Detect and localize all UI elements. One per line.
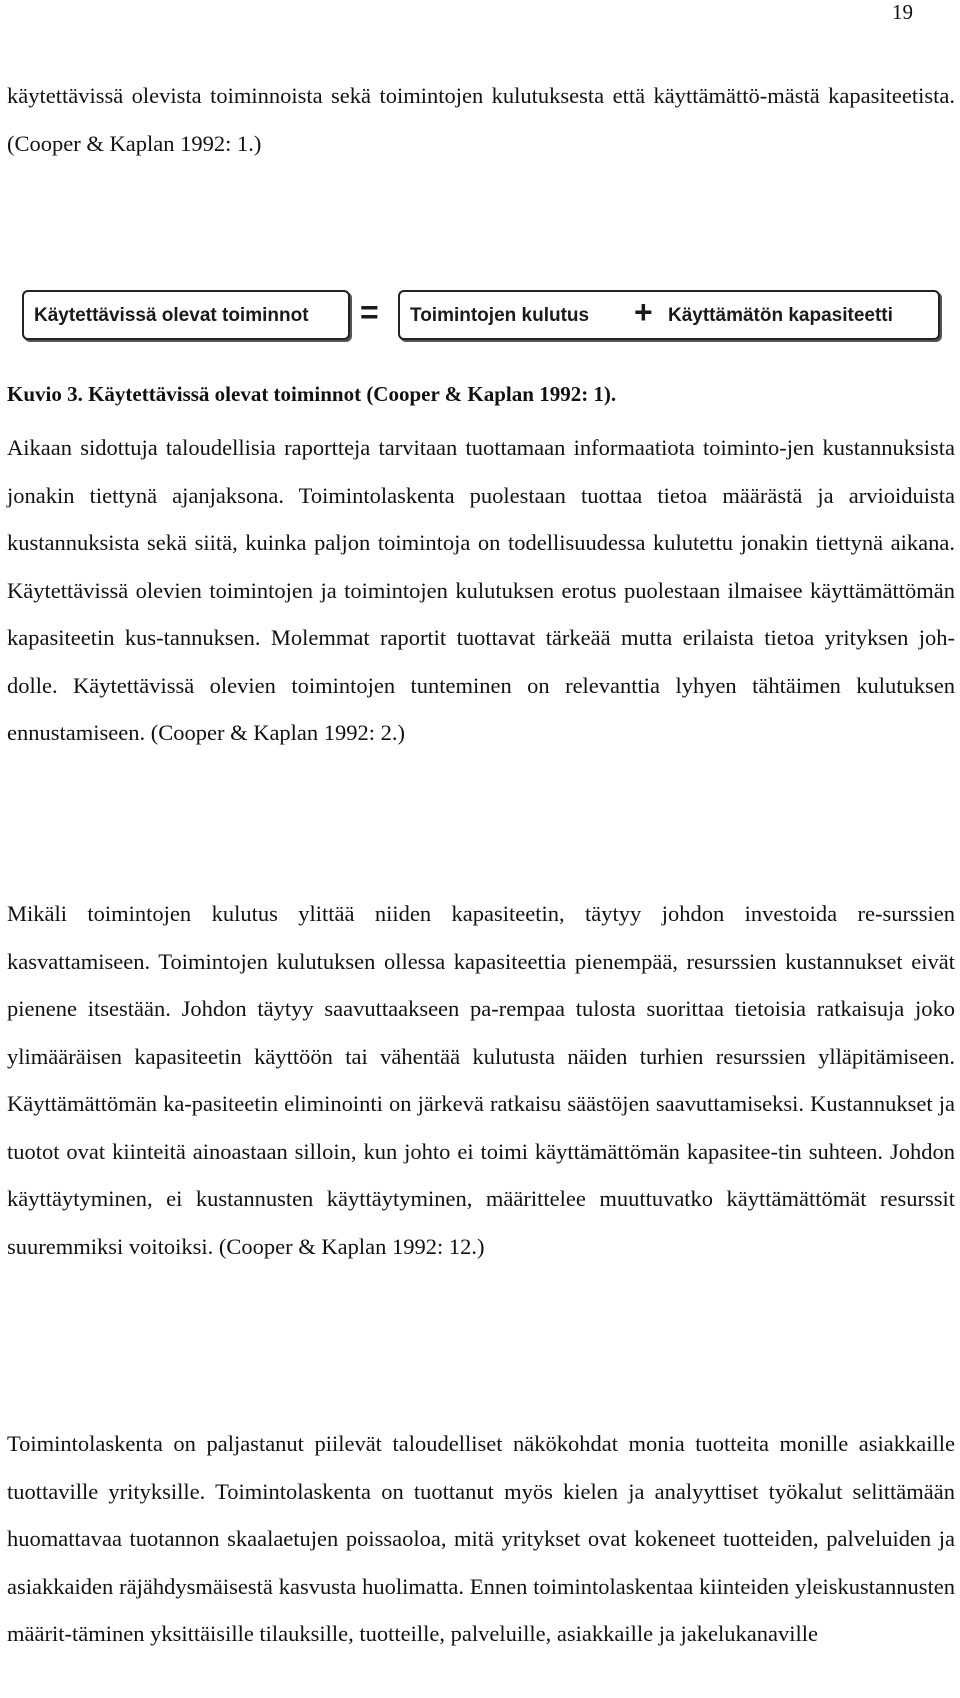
activity-consumption-label: Toimintojen kulutus bbox=[410, 305, 590, 326]
figure-caption: Kuvio 3. Käytettävissä olevat toiminnot (Cooper & Kaplan 1992: 1). bbox=[7, 382, 617, 406]
available-activities-box bbox=[22, 290, 350, 340]
paragraph-intro: käytettävissä olevista toiminnoista sekä toimintojen kulutuksesta että käyttämättö-mästä kapasiteetista. (Cooper & Kaplan 1992: 1.) bbox=[7, 83, 955, 156]
consumption-and-capacity-box bbox=[398, 290, 940, 340]
paragraph-capacity: Mikäli toimintojen kulutus ylittää niiden kapasiteetin, täytyy johdon investoida re-surssien kasvattamiseen. Toimintojen kulutuksen ollessa kapasiteettia pienempää, resurssien kustannukset eivät pienene itsestään. Johdon täytyy saavuttaakseen pa-rempaa tulosta suorittaa tietoisia ratkaisuja joko ylimääräisen kapasiteetin käyttöön tai vähentää kulutusta näiden turhien resurssien ylläpitämiseen. Käyttämättömän ka-pasiteetin eliminointi on järkevä ratkaisu säästöjen saavuttamiseksi. Kustannukset ja tuotot ovat kiinteitä ainoastaan silloin, kun johto ei toimi käyttämättömän kapasitee-tin suhteen. Johdon käyttäytyminen, ei kustannusten käyttäytyminen, määrittelee muuttuvatko käyttämättömät resurssit suuremmiksi voitoiksi. (Cooper & Kaplan 1992: 12.) bbox=[7, 901, 955, 1259]
plus-sign: + bbox=[634, 294, 653, 330]
paragraph-reports: Aikaan sidottuja taloudellisia raportteja tarvitaan tuottamaan informaatiota toiminto-jen kustannuksista jonakin tiettynä ajanjaksona. Toimintolaskenta puolestaan tuottaa tietoa määrästä ja arvioiduista kustannuksista sekä siitä, kuinka paljon toimintoja on todellisuudessa kulutettu jonakin tiettynä aikana. Käytettävissä olevien toimintojen ja toimintojen kulutuksen erotus puolestaan ilmaisee käyttämättömän kapasiteetin kus-tannuksen. Molemmat raportit tuottavat tärkeää mutta erilaista tietoa yrityksen joh-dolle. Käytettävissä olevien toimintojen tunteminen on relevanttia lyhyen tähtäimen kulutuksen ennustamiseen. (Cooper & Kaplan 1992: 2.) bbox=[7, 435, 955, 745]
available-activities-label: Käytettävissä olevat toiminnot bbox=[34, 305, 309, 326]
unused-capacity-label: Käyttämätön kapasiteetti bbox=[668, 305, 893, 326]
paragraph-activity-costing: Toimintolaskenta on paljastanut piilevät taloudelliset näkökohdat monia tuotteita monille asiakkaille tuottaville yrityksille. Toimintolaskenta on tuottanut myös kielen ja analyyttiset työkalut selittämään huomattavaa tuotannon skaalaetujen poissaoloa, mitä yritykset ovat kokeneet tuotteiden, palveluiden ja asiakkaiden räjähdysmäisestä kasvusta huolimatta. Ennen toimintolaskentaa kiinteiden yleiskustannusten määrit-täminen yksittäisille tilauksille, tuotteille, palveluille, asiakkaille ja jakelukanaville bbox=[7, 1431, 955, 1646]
figure-equation-diagram bbox=[22, 290, 942, 346]
page-number: 19 bbox=[892, 0, 913, 24]
equals-sign: = bbox=[360, 294, 379, 330]
